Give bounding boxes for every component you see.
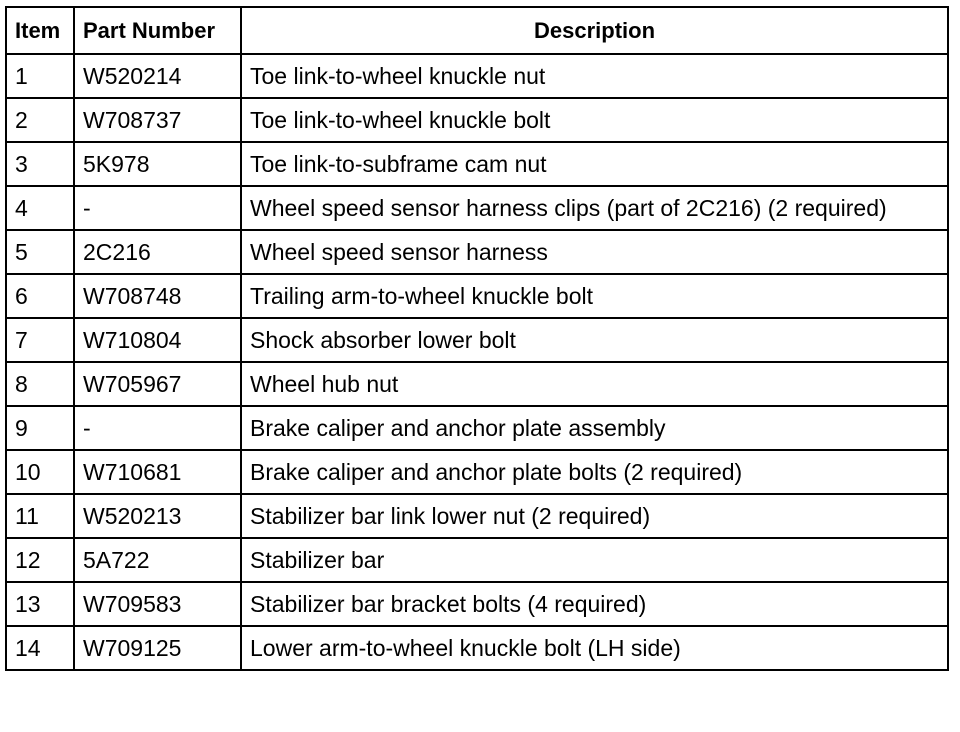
table-row [6,450,948,494]
cell-item: 3 [6,142,74,186]
cell-description: Wheel speed sensor harness clips (part of 2C216) (2 required) [241,186,948,230]
cell-description: Shock absorber lower bolt [241,318,948,362]
cell-item: 7 [6,318,74,362]
cell-part-number: W520213 [74,494,241,538]
cell-item: 5 [6,230,74,274]
cell-item: 9 [6,406,74,450]
cell-item: 6 [6,274,74,318]
cell-description: Toe link-to-wheel knuckle nut [241,54,948,98]
cell-part-number: 5A722 [74,538,241,582]
table-row [6,538,948,582]
cell-description: Stabilizer bar bracket bolts (4 required) [241,582,948,626]
cell-part-number: W710804 [74,318,241,362]
cell-part-number: - [74,186,241,230]
table-row [6,274,948,318]
cell-description: Toe link-to-subframe cam nut [241,142,948,186]
cell-item: 13 [6,582,74,626]
table-row [6,318,948,362]
cell-description: Toe link-to-wheel knuckle bolt [241,98,948,142]
cell-part-number: W709125 [74,626,241,670]
cell-part-number: W520214 [74,54,241,98]
cell-part-number: W705967 [74,362,241,406]
cell-description: Stabilizer bar link lower nut (2 required) [241,494,948,538]
parts-table [5,6,949,671]
table-row [6,494,948,538]
cell-part-number: W708737 [74,98,241,142]
cell-item: 11 [6,494,74,538]
cell-part-number: 5K978 [74,142,241,186]
cell-item: 4 [6,186,74,230]
cell-description: Wheel speed sensor harness [241,230,948,274]
cell-item: 12 [6,538,74,582]
cell-part-number: W710681 [74,450,241,494]
table-row [6,142,948,186]
header-description: Description [241,7,948,54]
table-header-row [6,7,948,54]
cell-part-number: 2C216 [74,230,241,274]
table-row [6,362,948,406]
table-row [6,98,948,142]
table-row [6,54,948,98]
cell-description: Brake caliper and anchor plate assembly [241,406,948,450]
table-row [6,582,948,626]
cell-description: Wheel hub nut [241,362,948,406]
table-row [6,406,948,450]
header-item: Item [6,7,74,54]
cell-part-number: W708748 [74,274,241,318]
cell-description: Brake caliper and anchor plate bolts (2 required) [241,450,948,494]
header-part-number: Part Number [74,7,241,54]
cell-item: 8 [6,362,74,406]
table-row [6,626,948,670]
cell-part-number: - [74,406,241,450]
table-row [6,230,948,274]
parts-table-container [5,6,947,671]
cell-item: 10 [6,450,74,494]
cell-part-number: W709583 [74,582,241,626]
table-row [6,186,948,230]
cell-description: Trailing arm-to-wheel knuckle bolt [241,274,948,318]
cell-description: Stabilizer bar [241,538,948,582]
cell-item: 1 [6,54,74,98]
cell-description: Lower arm-to-wheel knuckle bolt (LH side) [241,626,948,670]
cell-item: 14 [6,626,74,670]
cell-item: 2 [6,98,74,142]
